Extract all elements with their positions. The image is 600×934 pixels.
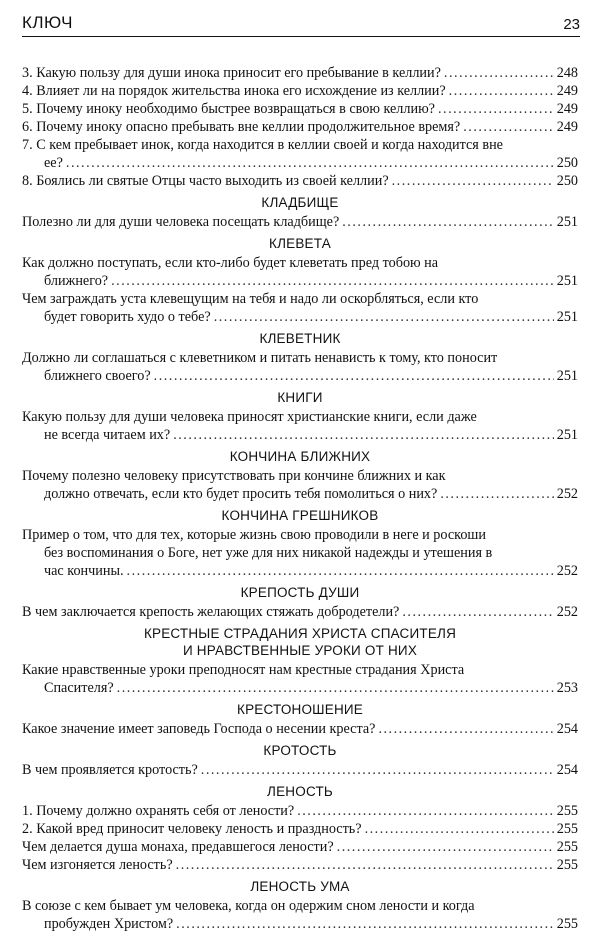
toc-entry-text: ближнего? [44,273,109,289]
toc-entry-last-line [22,172,578,190]
dot-leader [438,100,554,118]
toc-entry-line: Как должно поступать, если кто-либо будет клеветать пред тобою на [22,255,439,271]
dot-leader [66,154,554,172]
toc-page-number: 250 [556,173,578,189]
toc-entry[interactable] [22,118,578,136]
toc-entry[interactable] [22,349,578,385]
dot-leader [392,172,554,190]
section-heading-line: КЛАДБИЩЕ [261,195,339,210]
section-heading [22,742,578,759]
section-heading [22,584,578,601]
toc-entry-last-line [22,856,578,874]
toc-entry[interactable] [22,526,578,580]
toc-entry[interactable] [22,467,578,503]
section-heading [22,235,578,252]
toc-entry-line: Какую пользу для души человека приносят христианские книги, если даже [22,409,477,425]
dot-leader [378,720,553,738]
section-heading [22,878,578,895]
dot-leader [337,838,554,856]
toc-page-number: 249 [556,83,578,99]
header-title: КЛЮЧ [22,13,73,32]
toc-entry-text: Чем изгоняется леность? [22,857,173,873]
toc-page-number: 255 [556,839,578,855]
toc-entry[interactable] [22,408,578,444]
toc-entry-last-line [22,118,578,136]
toc-page-number: 251 [556,214,578,230]
dot-leader [463,118,554,136]
toc-entry-text: час кончины. [44,563,124,579]
toc-page-number: 255 [556,916,578,932]
toc-entry-last-line [22,308,578,326]
section-heading [22,507,578,524]
toc-entry[interactable] [22,720,578,738]
dot-leader [111,272,554,290]
toc-entry[interactable] [22,838,578,856]
toc-entry-last-line [22,720,578,738]
toc-entry-line: 7. С кем пребывает инок, когда находится в келлии своей и когда находится вне [22,137,503,153]
dot-leader [449,82,554,100]
toc-entry-text: Какое значение имеет заповедь Господа о несении креста? [22,721,376,737]
toc-entry-last-line [22,272,578,290]
toc-entry-text: Полезно ли для души человека посещать кладбище? [22,214,340,230]
toc-entry[interactable] [22,172,578,190]
dot-leader [444,64,554,82]
toc-entry-line: В союзе с кем бывает ум человека, когда он одержим сном лености и когда [22,898,475,914]
toc-entry[interactable] [22,82,578,100]
section-heading [22,330,578,347]
toc-page-number: 248 [556,65,578,81]
section-heading [22,389,578,406]
toc-entry-last-line [22,802,578,820]
toc-entry[interactable] [22,761,578,779]
dot-leader [297,802,554,820]
toc-entry-text: 3. Какую пользу для души инока приносит его пребывание в келлии? [22,65,441,81]
dot-leader [176,915,554,933]
section-heading-line: ЛЕНОСТЬ УМА [250,879,350,894]
toc-entry-line: Пример о том, что для тех, которые жизнь свою проводили в неге и роскоши [22,527,486,543]
toc-page-number: 255 [556,857,578,873]
toc-entry-last-line [22,562,578,580]
toc-entry-last-line [22,64,578,82]
toc-page-number: 249 [556,119,578,135]
section-heading [22,625,578,659]
toc-entry[interactable] [22,661,578,697]
toc-entry[interactable] [22,897,578,933]
toc-entry[interactable] [22,254,578,290]
toc-page-number: 250 [556,155,578,171]
toc-entry-line: Почему полезно человеку присутствовать при кончине ближних и как [22,468,446,484]
section-heading [22,783,578,800]
toc-page-number: 255 [556,803,578,819]
toc-page-number: 252 [556,563,578,579]
toc-page-number: 251 [556,427,578,443]
dot-leader [214,308,554,326]
toc-page-number: 252 [556,604,578,620]
toc-entry-last-line [22,426,578,444]
toc-entry-text: Чем делается душа монаха, предавшегося лености? [22,839,334,855]
toc-entry-text: ее? [44,155,63,171]
dot-leader [154,367,554,385]
section-heading-line: КРЕСТНЫЕ СТРАДАНИЯ ХРИСТА СПАСИТЕЛЯ [143,626,457,641]
dot-leader [365,820,554,838]
toc-entry-last-line [22,485,578,503]
section-heading-line: КНИГИ [277,390,323,405]
toc-entry[interactable] [22,802,578,820]
toc-entry-last-line [22,100,578,118]
toc-page-number: 252 [556,486,578,502]
dot-leader [173,426,554,444]
toc-entry-text: В чем проявляется кротость? [22,762,198,778]
section-heading-line: КРЕСТОНОШЕНИЕ [237,702,363,717]
toc-entry-line: Должно ли соглашаться с клеветником и питать ненависть к тому, кто поносит [22,350,498,366]
section-heading-line: КЛЕВЕТА [269,236,331,251]
toc-page-number: 251 [556,309,578,325]
toc-entry-text: будет говорить худо о тебе? [44,309,211,325]
dot-leader [342,213,553,231]
toc-page-number: 255 [556,821,578,837]
toc-page-number: 253 [556,680,578,696]
dot-leader [127,562,554,580]
dot-leader [176,856,554,874]
section-heading-line: КОНЧИНА ГРЕШНИКОВ [221,508,379,523]
toc-entry-text: 4. Влияет ли на порядок жительства инока его исхождение из келлии? [22,83,446,99]
toc-entry[interactable] [22,213,578,231]
toc-entry-text: 6. Почему иноку опасно пребывать вне келлии продолжительное время? [22,119,461,135]
toc-page-number: 254 [556,721,578,737]
toc-entry-line: Какие нравственные уроки преподносят нам крестные страдания Христа [22,662,465,678]
section-heading [22,448,578,465]
dot-leader [201,761,554,779]
toc-page-number: 251 [556,368,578,384]
toc-entry-text: Спасителя? [44,680,114,696]
dot-leader [402,603,553,621]
toc-page-number: 249 [556,101,578,117]
running-header [22,8,580,37]
toc-entry[interactable] [22,64,578,82]
section-heading-line: КЛЕВЕТНИК [259,331,341,346]
toc-entry-last-line [22,915,578,933]
section-heading-line: И НРАВСТВЕННЫЕ УРОКИ ОТ НИХ [182,643,418,658]
toc-entry[interactable] [22,820,578,838]
toc-entry[interactable] [22,603,578,621]
toc-entry-text: не всегда читаем их? [44,427,171,443]
toc-entry-last-line [22,603,578,621]
toc-entry-text: 8. Боялись ли святые Отцы часто выходить из своей келлии? [22,173,389,189]
toc-entry-text: В чем заключается крепость желающих стяжать добродетели? [22,604,400,620]
toc-entry-text: 5. Почему иноку необходимо быстрее возвращаться в свою келлию? [22,101,435,117]
toc-entry-line: Чем заграждать уста клевещущим на тебя и надо ли оскорбляться, если кто [22,291,479,307]
toc-entry-last-line [22,82,578,100]
section-heading-line: КРОТОСТЬ [263,743,337,758]
section-heading-line: КОНЧИНА БЛИЖНИХ [229,449,371,464]
toc-entry-text: должно отвечать, если кто будет просить тебя помолиться о них? [44,486,438,502]
toc-entry-last-line [22,820,578,838]
toc-entry[interactable] [22,100,578,118]
toc-entry-text: пробужден Христом? [44,916,174,932]
toc-entry[interactable] [22,290,578,326]
dot-leader [440,485,553,503]
section-heading-line: КРЕПОСТЬ ДУШИ [240,585,360,600]
dot-leader [117,679,554,697]
toc-entry-text: 1. Почему должно охранять себя от лености? [22,803,295,819]
toc-page-number: 251 [556,273,578,289]
toc-entry-last-line [22,213,578,231]
toc-entry-line: без воспоминания о Боге, нет уже для них никакой надежды и утешения в [44,545,493,561]
header-page-number: 23 [563,16,580,33]
section-heading [22,701,578,718]
toc-entry-last-line [22,367,578,385]
toc-entry-last-line [22,154,578,172]
table-of-contents [22,64,578,933]
toc-entry-last-line [22,679,578,697]
toc-entry-last-line [22,838,578,856]
toc-entry-text: 2. Какой вред приносит человеку леность и праздность? [22,821,362,837]
toc-entry[interactable] [22,856,578,874]
section-heading-line: ЛЕНОСТЬ [267,784,333,799]
toc-entry[interactable] [22,136,578,172]
toc-entry-text: ближнего своего? [44,368,151,384]
toc-page-number: 254 [556,762,578,778]
toc-entry-last-line [22,761,578,779]
section-heading [22,194,578,211]
